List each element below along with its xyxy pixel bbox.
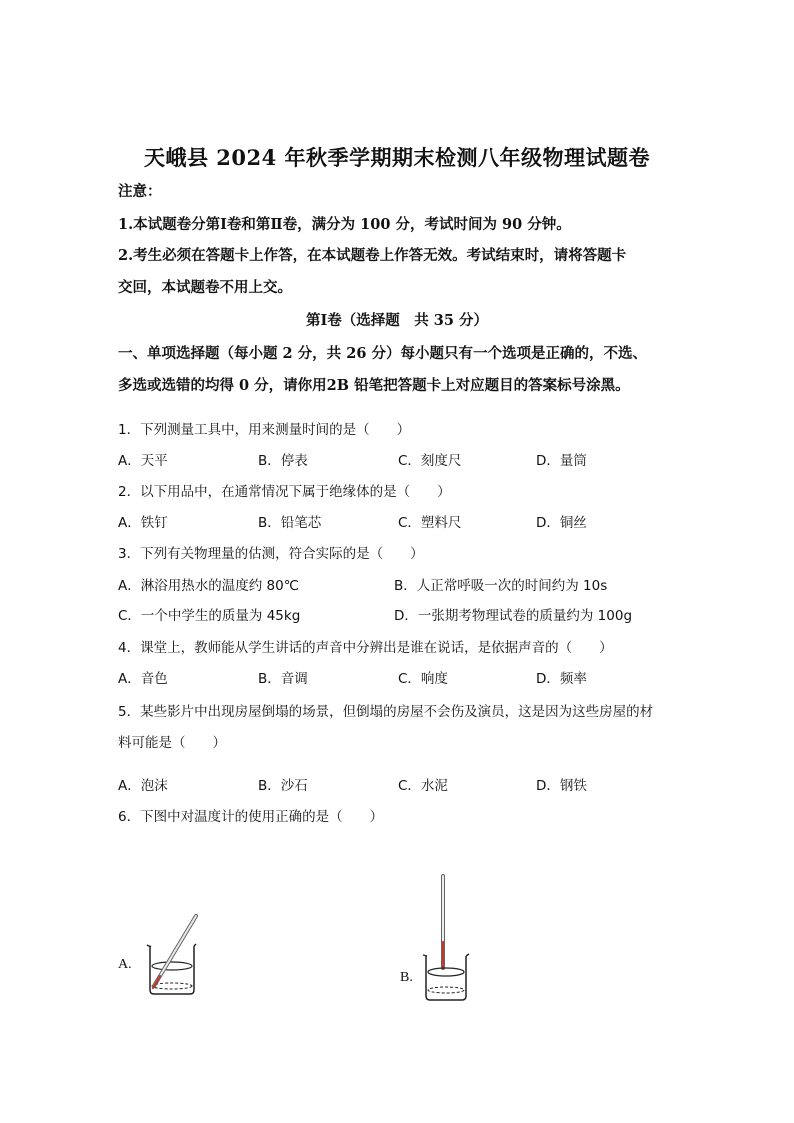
question-1-stem: 1．下列测量工具中，用来测量时间的是（ ） xyxy=(118,422,411,438)
question-3-option-b: B．人正常呼吸一次的时间约为 10s xyxy=(394,578,608,594)
notice-item-2-line-1: 2.考生必须在答题卡上作答，在本试题卷上作答无效。考试结束时，请将答题卡 xyxy=(118,247,627,264)
question-5-option-b: B．沙石 xyxy=(258,778,308,794)
question-1-option-d: D．量筒 xyxy=(536,453,587,469)
page-title: 天峨县 2024 年秋季学期期末检测八年级物理试题卷 xyxy=(143,145,651,170)
question-6-stem: 6．下图中对温度计的使用正确的是（ ） xyxy=(118,809,384,825)
question-5-stem-line-2: 料可能是（ ） xyxy=(118,735,226,751)
question-3-stem: 3．下列有关物理量的估测，符合实际的是（ ） xyxy=(118,546,424,562)
thermometer-beaker-figure-b xyxy=(420,872,476,1004)
question-2-option-a: A．铁钉 xyxy=(118,515,168,531)
question-4-stem: 4．课堂上，教师能从学生讲话的声音中分辨出是谁在说话，是依据声音的（ ） xyxy=(118,640,613,656)
question-5-option-a: A．泡沫 xyxy=(118,778,168,794)
notice-heading: 注意： xyxy=(118,183,162,200)
question-4-option-b: B．音调 xyxy=(258,671,308,687)
notice-item-1: 1.本试题卷分第Ⅰ卷和第Ⅱ卷，满分为 100 分，考试时间为 90 分钟。 xyxy=(118,216,571,233)
question-2-option-d: D．铜丝 xyxy=(536,515,587,531)
question-5-option-c: C．水泥 xyxy=(398,778,448,794)
question-2-option-c: C．塑料尺 xyxy=(398,515,462,531)
question-3-option-d: D．一张期考物理试卷的质量约为 100g xyxy=(394,608,633,624)
thermometer-beaker-figure-a xyxy=(138,908,208,1000)
question-3-option-c: C．一个中学生的质量为 45kg xyxy=(118,608,301,624)
question-1-option-a: A．天平 xyxy=(118,453,168,469)
question-4-option-a: A．音色 xyxy=(118,671,168,687)
question-5-stem-line-1: 5．某些影片中出现房屋倒塌的场景，但倒塌的房屋不会伤及演员，这是因为这些房屋的材 xyxy=(118,704,654,720)
question-5-option-d: D．钢铁 xyxy=(536,778,587,794)
notice-item-2-line-2: 交回，本试题卷不用上交。 xyxy=(118,279,292,296)
part1-instructions-line-1: 一、单项选择题（每小题 2 分，共 26 分）每小题只有一个选项是正确的，不选、 xyxy=(118,345,647,362)
question-1-option-b: B．停表 xyxy=(258,453,308,469)
figure-b-label: B. xyxy=(400,970,413,985)
question-1-option-c: C．刻度尺 xyxy=(398,453,462,469)
question-3-option-a: A．淋浴用热水的温度约 80℃ xyxy=(118,578,299,594)
question-2-stem: 2．以下用品中，在通常情况下属于绝缘体的是（ ） xyxy=(118,484,451,500)
figure-a-label: A. xyxy=(118,957,132,972)
part1-instructions-line-2: 多选或选错的均得 0 分，请你用2B 铅笔把答题卡上对应题目的答案标号涂黑。 xyxy=(118,377,630,394)
question-2-option-b: B．铅笔芯 xyxy=(258,515,322,531)
section-title: 第Ⅰ卷（选择题 共 35 分） xyxy=(305,312,489,329)
question-4-option-d: D．频率 xyxy=(536,671,587,687)
question-4-option-c: C．响度 xyxy=(398,671,448,687)
